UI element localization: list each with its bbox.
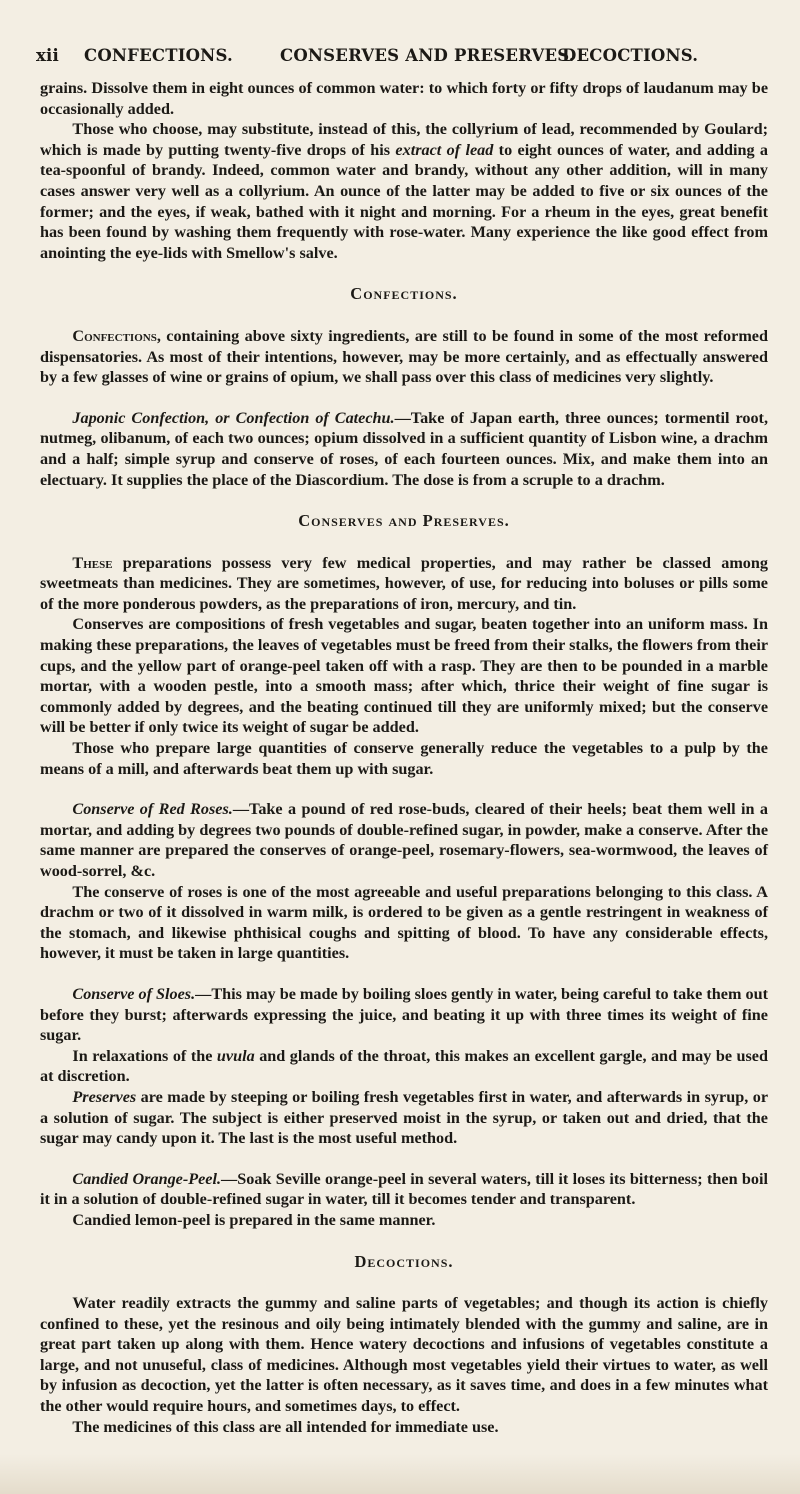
paragraph: Candied lemon-peel is prepared in the same manner. xyxy=(72,1210,436,1229)
section-heading-decoctions: Decoctions. xyxy=(354,1251,454,1271)
running-title-confections: CONFECTIONS. xyxy=(84,46,233,65)
section-heading-confections: Confections. xyxy=(350,284,458,304)
paragraph: Water readily extracts the gummy and saline parts of vegetables; and though its action is chiefly confined to these, yet the resinous and oily being intimately blended with the gummy and saline, are in great part taken up along with them. Hence watery decoctions and infusions of vegetables constitute a large, and not unuseful, class of medicines. Although most vegetables yield their virtues to water, as well by infusion as decoction, yet the latter is often necessary, as it saves time, and does in a few minutes what the other would require hours, and sometimes days, to effect. xyxy=(40,1294,768,1416)
running-title-conserves: CONSERVES AND PRESERVES. xyxy=(280,46,575,65)
paragraph: Those who prepare large quantities of conserve generally reduce the vegetables to a pulp by the means of a mill, and afterwards beat them up with sugar. xyxy=(40,739,768,778)
page-edge-discoloration xyxy=(0,1454,800,1494)
paragraph: The conserve of roses is one of the most agreeable and useful preparations belonging to this class. A drachm or two of it dissolved in warm milk, is ordered to be given as a gentle restringent in weakness of the stomach, and likewise phthisical coughs and spitting of blood. To have any considerable effects, however, it must be taken in large quantities. xyxy=(40,882,768,963)
paragraph: These preparations possess very few medical properties, and may rather be classed among sweetmeats than medicines. They are sometimes, however, of use, for reducing into boluses or pills some of the more ponderous powders, as the preparations of iron, mercury, and tin. xyxy=(40,553,768,613)
paragraph: In relaxations of the uvula and glands of the throat, this makes an excellent gargle, and may be used at discretion. xyxy=(40,1046,768,1086)
paragraph: Those who choose, may substitute, instead of this, the collyrium of lead, recommended by Goulard; which is made by putting twenty-five drops of his extract of lead to eight ounces of water, and adding a tea-spoonful of brandy. Indeed, common water and brandy, without any other addition, will in many cases answer very well as a collyrium. An ounce of the latter may be added to five or six ounces of the former; and the eyes, if weak, bathed with it night and morning. For a rheum in the eyes, great benefit has been found by washing them frequently with rose-water. Many experience the like good effect from anointing the eye-lids with Smellow's salve. xyxy=(40,120,768,262)
running-title-decoctions: DECOCTIONS. xyxy=(562,46,699,65)
paragraph: grains. Dissolve them in eight ounces of common water: to which forty or fifty drops of laudanum may be occasionally added. xyxy=(40,79,768,118)
paragraph: Confections, containing above sixty ingredients, are still to be found in some of the most reformed dispensatories. As most of their intentions, however, may be more certainly, and as effectually answered by a few glasses of wine or grains of opium, we shall pass over this class of medicines very slightly. xyxy=(40,326,768,387)
page-body xyxy=(40,78,768,1437)
recipe-japonic-confection: Japonic Confection, or Confection of Catechu.—Take of Japan earth, three ounces; tormentil root, nutmeg, olibanum, of each two ounces; opium dissolved in a sufficient quantity of Lisbon wine, a drachm and a half; simple syrup and conserve of roses, of each fourteen ounces. Mix, and make them into an electuary. It supplies the place of the Diascordium. The dose is from a scruple to a drachm. xyxy=(40,408,768,489)
page-number: xii xyxy=(36,46,59,65)
recipe-conserve-sloes: Conserve of Sloes.—This may be made by boiling sloes gently in water, being careful to take them out before they burst; afterwards expressing the juice, and beating it up with three times its weight of fine sugar. xyxy=(40,984,769,1045)
recipe-conserve-red-roses: Conserve of Red Roses.—Take a pound of red rose-buds, cleared of their heels; beat them well in a mortar, and adding by degrees two pounds of double-refined sugar, in powder, make a conserve. After the same manner are prepared the conserves of orange-peel, rosemary-flowers, sea-wormwood, the leaves of wood-sorrel, &c. xyxy=(40,800,768,880)
section-heading-conserves: Conserves and Preserves. xyxy=(298,511,510,531)
paragraph: The medicines of this class are all intended for immediate use. xyxy=(72,1417,499,1436)
paragraph: Conserves are compositions of fresh vegetables and sugar, beaten together into an uniform mass. In making these preparations, the leaves of vegetables must be freed from their stalks, the flowers from their cups, and the yellow part of orange-peel taken off with a rasp. They are then to be pounded in a marble mortar, with a wooden pestle, into a smooth mass; after which, thrice their weight of fine sugar is commonly added by degrees, and the beating continued till they are uniformly mixed; but the conserve will be better if only twice its weight of sugar be added. xyxy=(40,615,768,737)
paragraph: Preserves are made by steeping or boiling fresh vegetables first in water, and afterwards in syrup, or a solution of sugar. The subject is either preserved moist in the syrup, or taken out and dried, that the sugar may candy upon it. The last is the most useful method. xyxy=(40,1087,768,1148)
recipe-candied-orange-peel: Candied Orange-Peel.—Soak Seville orange-peel in several waters, till it loses its bitterness; then boil it in a solution of double-refined sugar in water, till it becomes tender and transparent. xyxy=(40,1169,768,1209)
